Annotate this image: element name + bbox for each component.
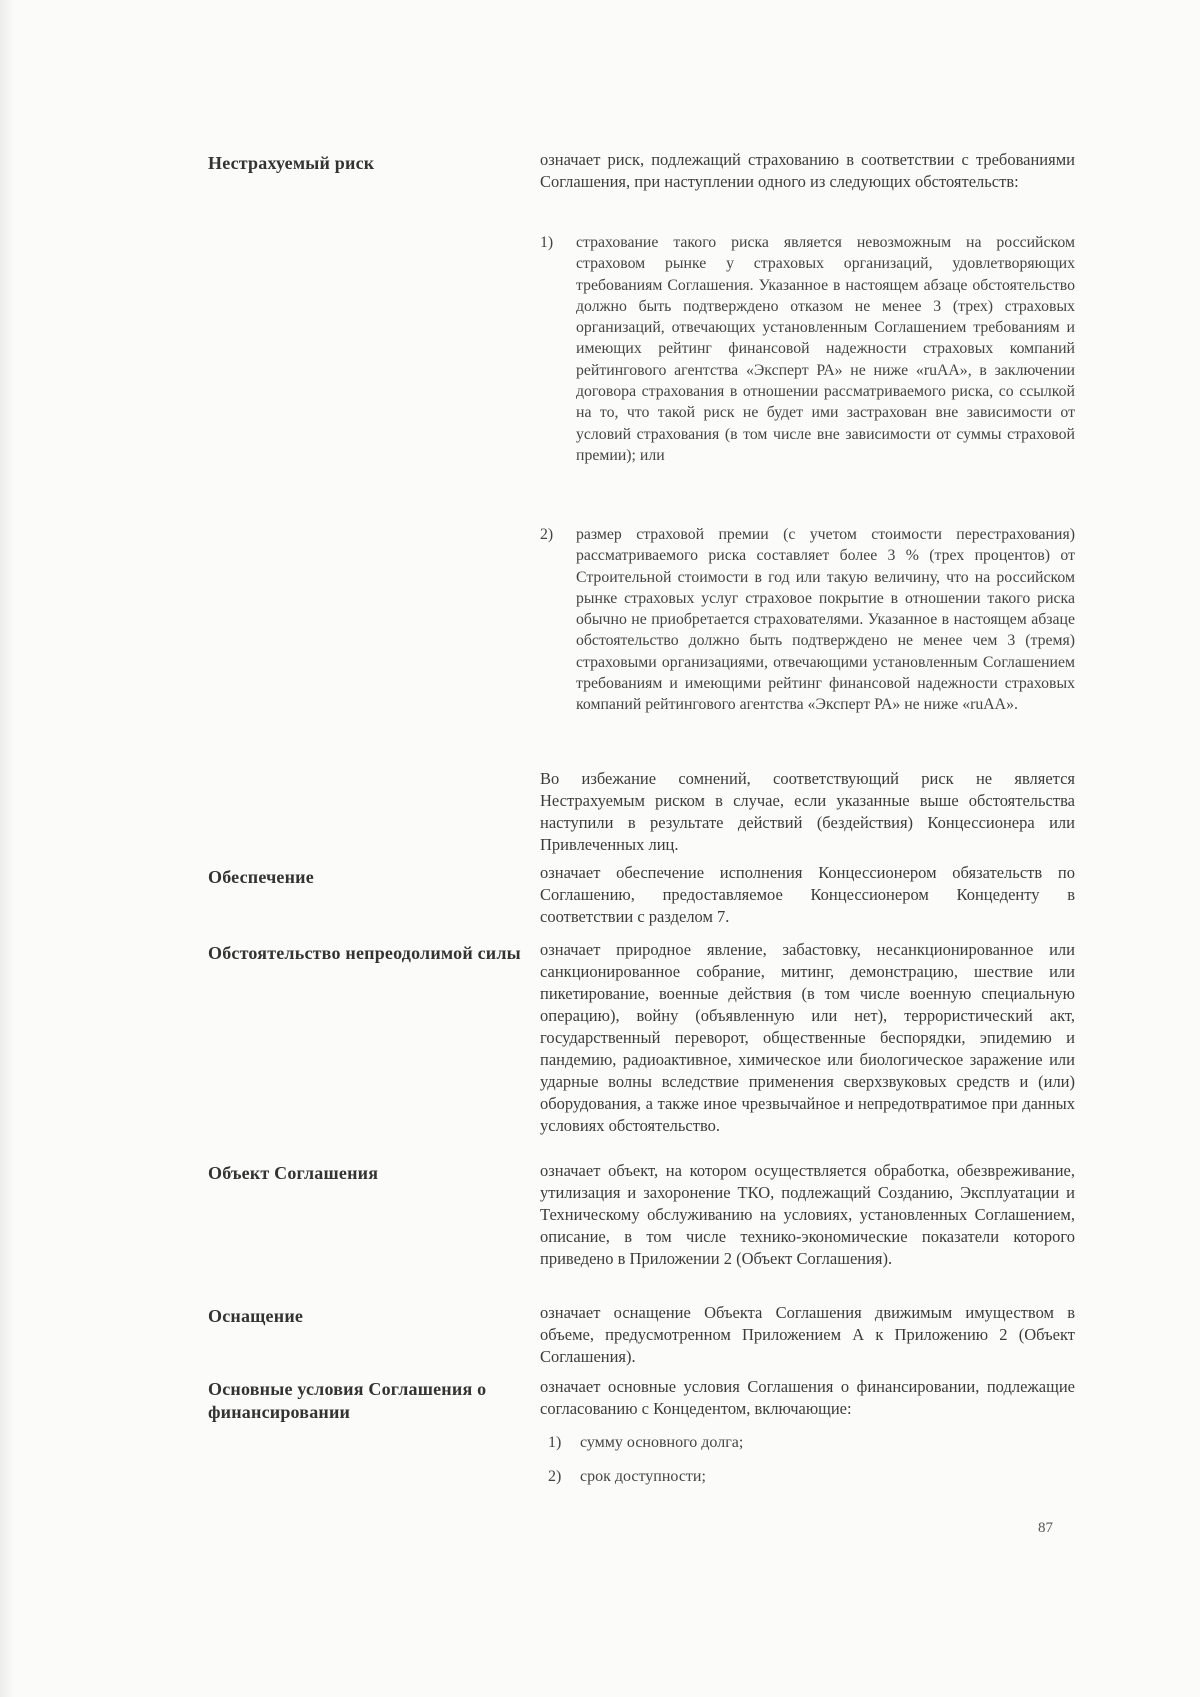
list-item (540, 524, 1075, 716)
term-security: Обеспечение (208, 867, 314, 887)
term-financing-terms: Основные условия Соглашения о финансировании (208, 1379, 487, 1422)
term-force-majeure: Обстоятельство непреодолимой силы (208, 943, 521, 963)
term-agreement-object: Объект Соглашения (208, 1163, 379, 1183)
definition-financing-terms: означает основные условия Соглашения о финансировании, подлежащие согласованию с Концедентом, включающие: (540, 1377, 1075, 1418)
scan-edge-shadow (0, 0, 14, 1697)
list-item-number: 2) (540, 526, 554, 543)
list-item-number: 1) (540, 234, 554, 251)
list-item-text: срок доступности; (580, 1468, 706, 1485)
definition-uninsurable-risk: означает риск, подлежащий страхованию в соответствии с требованиями Соглашения, при наступлении одного из следующих обстоятельств: (540, 150, 1075, 191)
definition-equipment: означает оснащение Объекта Соглашения движимым имуществом в объеме, предусмотренном Приложением А к Приложению 2 (Объект Соглашения). (540, 1303, 1075, 1366)
list-item-text: сумму основного долга; (580, 1434, 744, 1451)
list-item-number: 1) (548, 1434, 562, 1451)
list-item-text: страхование такого риска является невозможным на российском страховом рынке у страховых организаций, удовлетворяющих требованиям Соглашения. Указанное в настоящем абзаце обстоятельство должно быть подтверждено отказом не менее 3 (трех) страховых организаций, отвечающих установленным Соглашением требованиям и имеющих рейтинг финансовой надежности страховых компаний рейтингового агентства «Эксперт РА» не ниже «ruAA», в заключении договора страхования в отношении рассматриваемого риска, со ссылкой на то, что такой риск не будет ими застрахован вне зависимости от условий страхования (в том числе вне зависимости от суммы страховой премии); или (576, 234, 1075, 464)
list-item (548, 1466, 1068, 1488)
note-paragraph: Во избежание сомнений, соответствующий риск не является Нестрахуемым риском в случае, если указанные выше обстоятельства наступили в результате действий (бездействия) Концессионера или Привлеченных лиц. (540, 769, 1075, 854)
definition-force-majeure: означает природное явление, забастовку, несанкционированное или санкционированное собрание, митинг, демонстрацию, шествие или пикетирование, военные действия (в том числе военную специальную операцию), войну (объявленную или нет), террористический акт, государственный переворот, общественные беспорядки, эпидемию и пандемию, радиоактивное, химическое или биологическое заражение или ударные волны вследствие применения сверхзвуковых средств и (или) оборудования, а также иное чрезвычайное и непредотвратимое при данных условиях обстоятельство. (540, 940, 1075, 1135)
term-equipment: Оснащение (208, 1306, 304, 1326)
definition-security: означает обеспечение исполнения Концессионером обязательств по Соглашению, предоставляемое Концессионером Концеденту в соответствии с разделом 7. (540, 863, 1075, 926)
list-item (540, 232, 1075, 466)
list-item (548, 1432, 1068, 1454)
term-uninsurable-risk: Нестрахуемый риск (208, 153, 375, 173)
list-item-text: размер страховой премии (с учетом стоимости перестрахования) рассматриваемого риска составляет более 3 % (трех процентов) от Строительной стоимости в год или такую величину, что на российском рынке страховых услуг страховое покрытие в отношении такого риска обычно не приобретается страхователями. Указанное в настоящем абзаце обстоятельство должно быть подтверждено не менее чем 3 (тремя) страховыми организациями, отвечающими установленным Соглашением требованиям и имеющими рейтинг финансовой надежности страховых компаний рейтингового агентства «Эксперт РА» не ниже «ruAA». (576, 526, 1075, 714)
list-item-number: 2) (548, 1468, 562, 1485)
definition-agreement-object: означает объект, на котором осуществляется обработка, обезвреживание, утилизация и захоронение ТКО, подлежащий Созданию, Эксплуатации и Техническому обслуживанию на условиях, установленных Соглашением, описание, в том числе технико-экономические показатели которого приведено в Приложении 2 (Объект Соглашения). (540, 1161, 1075, 1268)
page-number: 87 (1038, 1520, 1053, 1536)
